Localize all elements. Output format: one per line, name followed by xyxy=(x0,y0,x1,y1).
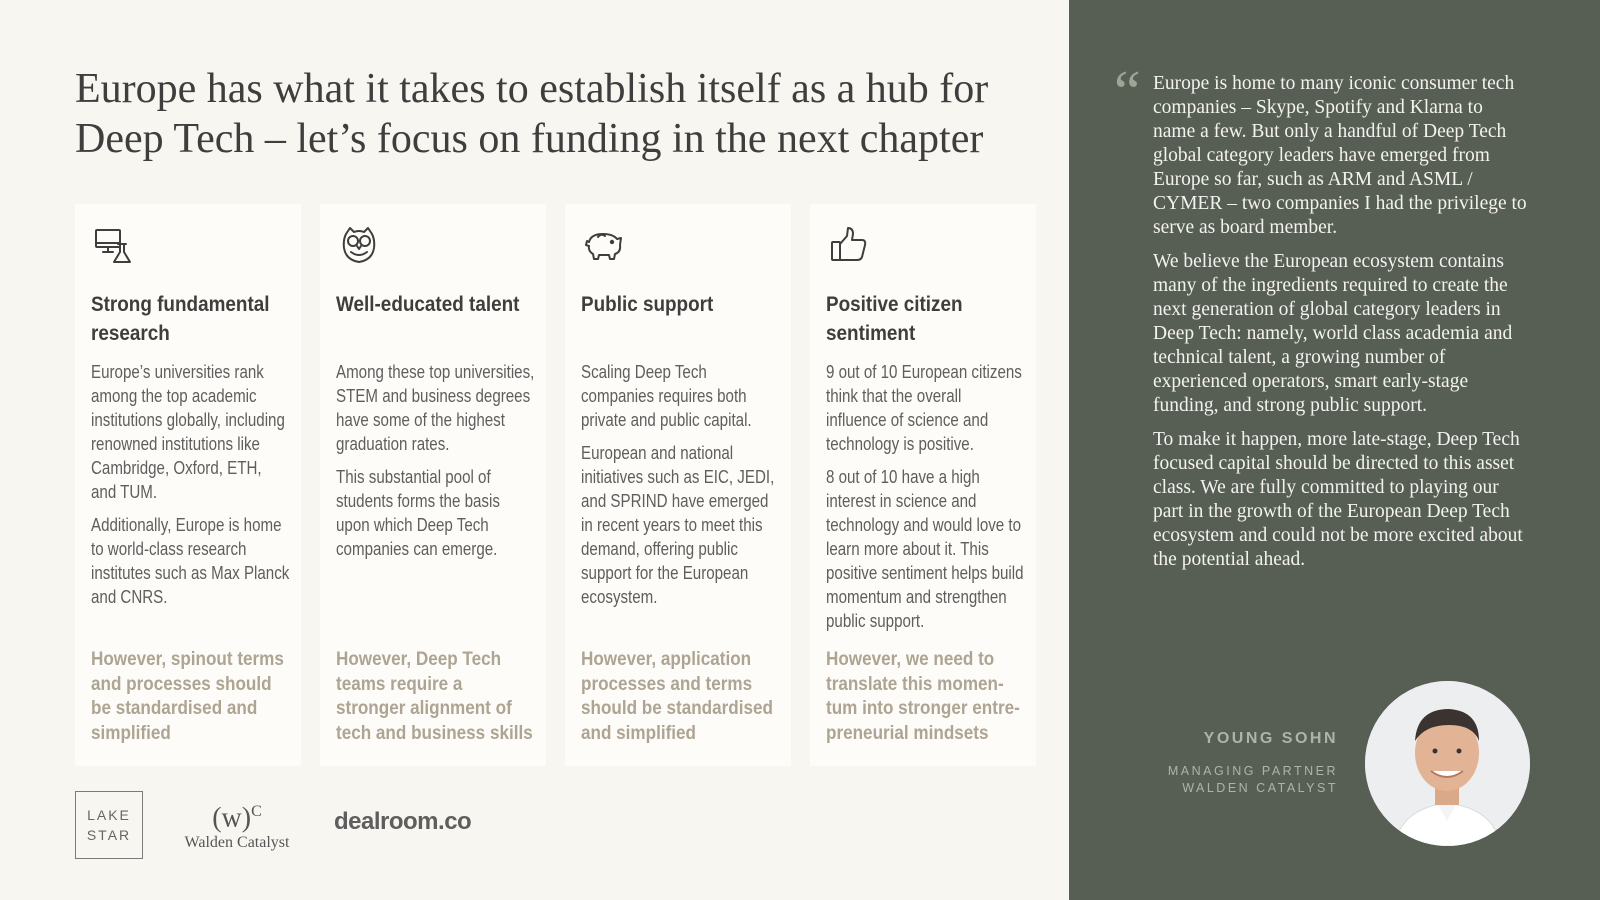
card-heading: Public support xyxy=(581,293,714,316)
card-public-support xyxy=(565,204,791,766)
person-role: MANAGING PARTNER WALDEN CATALYST xyxy=(1167,764,1338,795)
card-note: However, application processes and terms should be standardised and simplified xyxy=(581,649,773,744)
page-title xyxy=(75,64,1045,164)
card-body xyxy=(91,360,291,618)
card-educated-talent xyxy=(320,204,546,766)
quote-text xyxy=(1153,72,1528,582)
quote-panel xyxy=(1069,0,1600,900)
partner-logos xyxy=(75,791,575,859)
monitor-flask-icon xyxy=(93,224,135,266)
avatar xyxy=(1365,681,1530,846)
quote-paragraph: To make it happen, more late-stage, Deep Tech focused capital should be directed to this asset class. We are fully committed to playing our part in the growth of the European Deep Tech ecosystem and could not be more excited about the potential ahead. xyxy=(1153,429,1523,570)
card-paragraph: European and national initiatives such as EIC, JEDI, and SPRIND have emerged in recent years to meet this demand, offering public support for the European ecosystem. xyxy=(581,443,775,607)
card-body xyxy=(581,360,781,618)
card-paragraph: Additionally, Europe is home to world-class research institutes such as Max Planck and CNRS. xyxy=(91,515,290,607)
walden-catalyst-logo: $(w)^C$ Walden Catalyst xyxy=(184,802,290,852)
card-heading: Strong fundamental research xyxy=(91,293,270,345)
card-note: However, we need to translate this momen-tum into stronger entre-preneurial mindsets xyxy=(826,649,1020,744)
card-heading: Positive citizen sentiment xyxy=(826,293,963,345)
card-citizen-sentiment xyxy=(810,204,1036,766)
lake-star-logo: LAKE STAR xyxy=(75,791,143,859)
title-line-2: Deep Tech – let’s focus on funding in the next chapter xyxy=(75,116,984,162)
piggy-bank-icon xyxy=(583,224,625,266)
card-heading: Well-educated talent xyxy=(336,293,520,316)
quote-paragraph: Europe is home to many iconic consumer tech companies – Skype, Spotify and Klarna to name a few. But only a handful of Deep Tech global category leaders have emerged from Europe so far, such as ARM and ASML / CYMER – two companies I had the privilege to serve as board member. xyxy=(1153,73,1527,238)
card-body xyxy=(336,360,536,570)
person-name: YOUNG SOHN xyxy=(1203,730,1338,747)
pillar-cards xyxy=(75,204,1037,766)
card-paragraph: 8 out of 10 have a high interest in science and technology and would love to learn more about it. This positive sentiment helps build momentum and strengthen public support. xyxy=(826,467,1024,631)
card-paragraph: 9 out of 10 European citizens think that the overall influence of science and technology is positive. xyxy=(826,362,1022,454)
card-note: However, Deep Tech teams require a stronger alignment of tech and business skills xyxy=(336,649,533,744)
quote-paragraph: We believe the European ecosystem contains many of the ingredients required to create the next generation of global category leaders in Deep Tech: namely, world class academia and technical talent, a growing number of experienced operators, smart early-stage funding, and strong public support. xyxy=(1153,251,1513,416)
card-paragraph: Scaling Deep Tech companies requires both private and public capital. xyxy=(581,362,752,430)
title-line-1: Europe has what it takes to establish itself as a hub for xyxy=(75,66,989,112)
card-paragraph: Europe’s universities rank among the top academic institutions globally, including renowned institutions like Cambridge, Oxford, ETH, and TUM. xyxy=(91,362,285,502)
card-paragraph: Among these top universities, STEM and business degrees have some of the highest graduation rates. xyxy=(336,362,535,454)
thumbs-up-icon xyxy=(828,224,870,266)
quote-mark-icon: “ xyxy=(1114,59,1141,125)
card-body xyxy=(826,360,1026,642)
dealroom-logo: dealroom.co xyxy=(334,808,472,835)
card-paragraph: This substantial pool of students forms the basis upon which Deep Tech companies can emerge. xyxy=(336,467,500,559)
card-fundamental-research xyxy=(75,204,301,766)
card-note: However, spinout terms and processes should be standardised and simplified xyxy=(91,649,284,744)
owl-icon xyxy=(338,224,380,266)
